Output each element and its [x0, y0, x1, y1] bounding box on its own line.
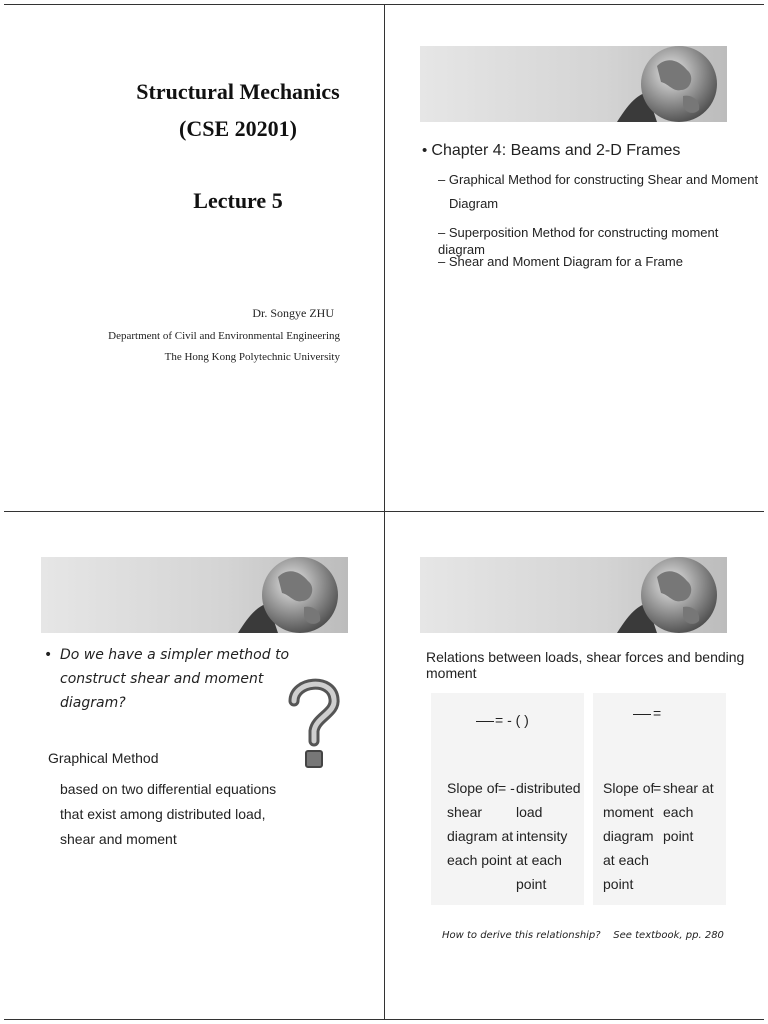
- outline-item-2: – Superposition Method for constructing moment diagram: [438, 225, 719, 257]
- shear-slope-line-3: diagram at: [447, 828, 514, 844]
- moment-rhs-line-1: shear at: [663, 780, 714, 796]
- moment-slope-line-5: point: [603, 876, 634, 892]
- university-name: The Hong Kong Polytechnic University: [164, 351, 340, 363]
- slide-banner: [420, 557, 727, 633]
- outline-bullet: [422, 142, 680, 160]
- shear-relation-box: [431, 693, 584, 905]
- relations-heading: Relations between loads, shear forces and bending moment: [426, 649, 745, 681]
- body-line-3: shear and moment: [60, 831, 177, 847]
- course-title: Structural Mechanics: [136, 79, 340, 104]
- moment-rhs-label: [663, 776, 726, 848]
- moment-slope-line-3: diagram: [603, 828, 654, 844]
- fraction-bar: [633, 714, 651, 715]
- outline-item-1-cont: [449, 195, 498, 212]
- question-line-1: Do we have a simpler method to: [60, 647, 290, 663]
- question-text: [60, 643, 290, 715]
- shear-slope-line-2: shear: [447, 804, 483, 820]
- outline-item-2-text: Superposition Method for constructing moment diagram: [438, 225, 719, 257]
- slide-1-title: [4, 5, 382, 512]
- globe-hand-icon: [238, 557, 348, 633]
- moment-equals-sign: =: [653, 780, 662, 796]
- shear-equation: = - ( ): [495, 712, 529, 728]
- question-line-3: diagram?: [60, 695, 126, 711]
- department-name: Department of Civil and Environmental Engineering: [108, 330, 340, 342]
- slide-banner: [420, 46, 727, 122]
- slide-banner: [41, 557, 348, 633]
- graphical-method-body: [60, 777, 276, 852]
- lecture-number: Lecture 5: [193, 188, 283, 213]
- moment-slope-line-2: moment: [603, 804, 654, 820]
- outline-item-3-text: Shear and Moment Diagram for a Frame: [448, 254, 683, 269]
- outline-item-3: – Shear and Moment Diagram for a Frame: [438, 254, 683, 269]
- slide-2-outline: [386, 5, 764, 512]
- slide-divider-vertical: [384, 4, 385, 1020]
- body-line-1: based on two differential equations: [60, 781, 277, 797]
- question-mark-icon: [282, 673, 344, 773]
- chapter-heading: Chapter 4: Beams and 2-D Frames: [431, 142, 681, 159]
- bullet-dot-icon: •: [422, 142, 432, 159]
- bullet-dot-icon: •: [44, 647, 53, 663]
- globe-hand-icon: [617, 46, 727, 122]
- shear-rhs-label: [516, 776, 584, 896]
- graphical-method-heading: Graphical Method: [48, 750, 159, 766]
- moment-equation: =: [653, 705, 662, 721]
- question-line-2: construct shear and moment: [60, 671, 264, 687]
- moment-rhs-line-2: each point: [663, 804, 694, 844]
- outline-item-1: – Graphical Method for constructing Shear and Moment: [438, 172, 759, 187]
- course-code: (CSE 20201): [179, 116, 297, 141]
- shear-slope-line-1: Slope of: [447, 780, 499, 796]
- shear-rhs-line-2: load intensity: [516, 804, 568, 844]
- shear-rhs-line-3: at each point: [516, 852, 562, 892]
- outline-item-1-text-cont: Diagram: [449, 196, 499, 211]
- globe-hand-icon: [617, 557, 727, 633]
- shear-rhs-line-1: distributed: [516, 780, 581, 796]
- shear-equals-sign: = -: [498, 780, 515, 796]
- moment-slope-line-4: at each: [603, 852, 649, 868]
- slide-4-relations: [386, 513, 764, 1020]
- shear-slope-line-4: each point: [447, 852, 512, 868]
- moment-slope-label: [603, 776, 654, 896]
- body-line-2: that exist among distributed load,: [60, 806, 266, 822]
- fraction-bar: [476, 721, 494, 722]
- author-name: Dr. Songye ZHU: [252, 306, 334, 320]
- footnote: How to derive this relationship? See textbook, pp. 280: [442, 930, 724, 941]
- outline-item-1-text: Graphical Method for constructing Shear and Moment: [448, 172, 759, 187]
- moment-slope-line-1: Slope of: [603, 780, 655, 796]
- moment-relation-box: [593, 693, 726, 905]
- slide-3-graphical-method: [4, 513, 382, 1020]
